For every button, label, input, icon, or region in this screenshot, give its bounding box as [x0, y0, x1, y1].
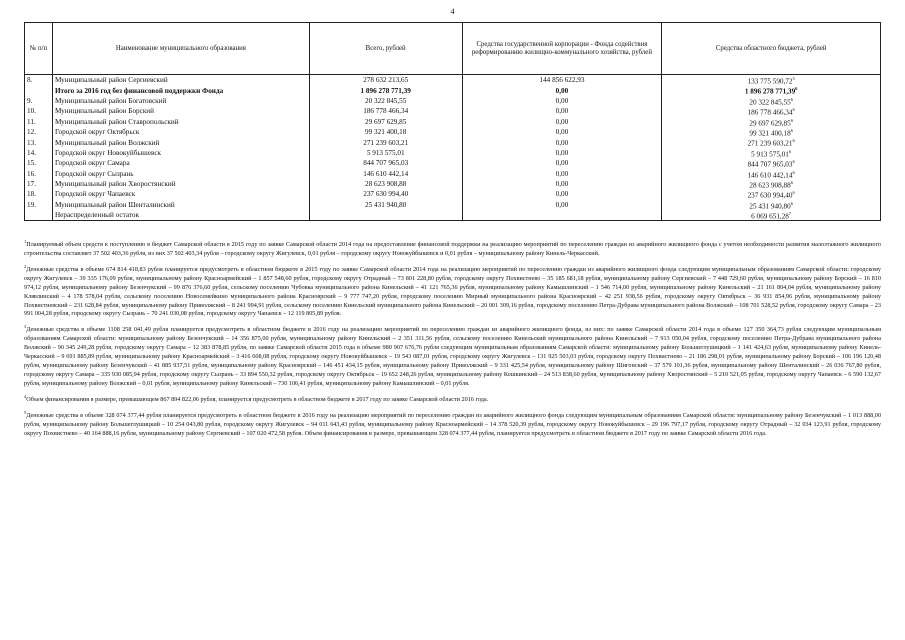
cell-num-text: 19. — [27, 200, 36, 209]
cell-fund-text: 0,00 — [555, 107, 569, 116]
cell-total-text: 99 321 400,18 — [365, 128, 407, 137]
cell-total — [309, 200, 462, 210]
cell-name-text: Муниципальный район Шенталинский — [54, 200, 175, 209]
cell-regional-text: 271 239 603,21 — [747, 139, 793, 148]
cell-name-text: Итого за 2016 год без финансовой поддержки Фонда — [54, 86, 224, 95]
cell-num-text: 15. — [27, 159, 36, 168]
cell-fund-text: 0,00 — [555, 159, 569, 168]
cell-regional-text: 146 610 442,14 — [747, 170, 793, 179]
cell-num-text: 17. — [27, 180, 36, 189]
footnote-ref: 6 — [792, 169, 795, 175]
cell-num — [25, 200, 53, 210]
cell-num-text: 16. — [27, 169, 36, 178]
cell-fund — [462, 189, 662, 199]
cell-regional-text: 28 623 908,88 — [749, 181, 791, 190]
cell-total — [309, 169, 462, 179]
cell-num-text: 18. — [27, 190, 36, 199]
footnote-ref: 6 — [792, 190, 795, 196]
footnote-text: Денежные средства в объеме 1108 258 041,49 рубля планируется предусмотреть в областном бюджете в 2016 году на реализацию мероприятий по переселению граждан из аварийного жилищного фонда, из них: по заявке Самарской области 2014 года в объеме 127 350 364,73 рубля следующим муниципальным образованиям Самарской области: муниципальному району Безенчукский – 14 356 875,00 рубля, муниципальному району Кинельский – 2 351 311,56 рубля, сельскому поселению Кинельский муниципального района Кинельский – 7 913 050,04 рубля, городскому поселению Петра-Дубрава муниципального района Волжский – 90 345 249,28 рубля, городскому округу Самара – 12 383 878,85 рубля, по заявке Самарской области 2015 года в объеме 980 907 676,76 рубля следующим муниципальным образованиям Самарской области: муниципальному району Большеглушицкий – 1 141 424,63 рубля, муниципальному району Кинель-Черкасский – 9 691 885,89 рубля, муниципальному району Красноармейский – 3 416 608,08 рубля, городскому округу Новокуйбышевск – 19 543 087,01 рубля, городскому округу Жигулевск – 131 925 503,03 рубля, городскому округу Похвистнево – 21 186 298,01 рубля, муниципальному району Борский – 106 196 120,48 рубля, муниципальному району Безенчукский – 41 885 937,51 рубля, муниципальному району Красноярский – 146 451 434,15 рубля, муниципальному району Приволжский – 9 331 425,54 рубля, муниципальному району Шигонский – 37 579 101,36 рубля, муниципальному району Шенталинский – 26 036 767,80 рубля, городскому округу Самара – 335 930 085,94 рубля, городскому округу Сызрань – 33 894 550,32 рубля, городскому округу Октябрьск – 19 652 248,26 рубля, муниципальному району Кошкинский – 24 513 838,60 рубля, муниципальному району Хворостянский – 5 210 521,05 рубля, городскому округу Чапаевск – 6 590 132,67 рубля, муниципальному району Волжский – 0,01 рубля, муниципальному району Кинельский – 730 106,41 рубля, муниципальному району Камышлинский – 0,01 рубля. — [24, 326, 881, 387]
cell-num-text: 13. — [27, 138, 36, 147]
cell-total-text: 844 707 965,03 — [363, 159, 409, 168]
cell-name-text: Муниципальный район Хворостянский — [54, 180, 176, 189]
cell-num — [25, 210, 53, 221]
cell-num — [25, 158, 53, 168]
cell-num-text: 8. — [27, 76, 33, 85]
header-name: Наименование муниципального образования — [52, 23, 309, 75]
table-row — [25, 210, 881, 221]
cell-fund — [462, 158, 662, 168]
cell-regional — [662, 96, 881, 106]
cell-name — [52, 148, 309, 158]
cell-num — [25, 85, 53, 95]
cell-total-text: 186 778 466,34 — [363, 107, 409, 116]
footnote — [24, 409, 881, 439]
footnote-ref: 6 — [790, 200, 793, 206]
footnote-mark: 1 — [24, 239, 27, 244]
table-row — [25, 189, 881, 199]
table-row — [25, 106, 881, 116]
table-row — [25, 96, 881, 106]
cell-total-text: 146 610 442,14 — [363, 169, 409, 178]
cell-regional-text: 99 321 400,18 — [749, 129, 791, 138]
cell-regional — [662, 137, 881, 147]
cell-name — [52, 137, 309, 147]
page-number: 4 — [450, 7, 455, 16]
table-row — [25, 85, 881, 95]
cell-num — [25, 127, 53, 137]
footnote — [24, 393, 881, 405]
cell-regional — [662, 200, 881, 210]
cell-regional — [662, 85, 881, 95]
cell-num — [25, 117, 53, 127]
cell-regional-text: 29 697 629,85 — [749, 118, 791, 127]
cell-name — [52, 85, 309, 95]
footnote-ref: 6 — [792, 138, 795, 144]
cell-name — [52, 75, 309, 86]
cell-fund — [462, 200, 662, 210]
footnote — [24, 323, 881, 388]
footnote-ref: 6 — [788, 148, 792, 154]
cell-regional — [662, 179, 881, 189]
cell-name-text: Городской округ Самара — [54, 159, 130, 168]
cell-total-text: 20 322 845,55 — [365, 96, 407, 105]
cell-total — [309, 75, 462, 86]
cell-total-text: 28 623 908,88 — [365, 180, 407, 189]
footnote-text: Денежные средства в объеме 674 814 418,83 рубля планируется предусмотреть в областном бюджете в 2015 году по заявке Самарской области 2014 года на реализацию мероприятий по переселению граждан из аварийного жилищного фонда следующим муниципальным образованиям Самарской области: городскому округу Жигулевск – 39 335 176,09 рубля, муниципальному району Красноармейский – 1 857 548,60 рубля, городскому округу Отрадный – 73 801 228,80 рубля, городскому округу Похвистнево – 35 185 681,18 рубля, муниципальному району Сергиевский – 7 448 729,60 рубля, муниципальному району Борский – 16 810 974,12 рубля, муниципальному району Безенчукский – 99 876 376,60 рубля, сельскому поселению Чубовка муниципального района Кинельский – 41 121 765,36 рубля, муниципальному району Камышлинский – 1 546 714,00 рубля, муниципальному району Кинельский – 21 161 804,04 рубля, муниципальному району Клявлинский – 4 178 578,04 рубля, сельскому поселению Новосемейкино муниципального района Красноярский – 9 777 747,20 рубля, городскому поселению Мирный муниципального района Красноярский – 42 251 938,56 рубля, городскому округу Октябрьск – 36 931 854,96 рубля, муниципальному району Похвистневский – 231 628,84 рубля, муниципальному району Приволжский – 8 241 994,91 рубля, сельскому поселению Кинельский муниципального района Кинельский – 20 001 309,16 рубля, городскому поселению Петра-Дубрава муниципального района Волжский – 108 701 528,52 рубля, городскому округу Самара – 23 991 004,28 рубля, городскому округу Сызрань – 70 241 030,08 рубля, городскому округу Чапаевск – 12 119 805,89 рубля. — [24, 265, 881, 318]
cell-fund-text: 0,00 — [555, 169, 569, 178]
cell-fund — [462, 96, 662, 106]
footnote-text: Денежные средства в объеме 328 074 377,44 рубля планируется предусмотреть в областном бюджете в 2016 году на реализацию мероприятий по переселению граждан из аварийного жилищного фонда следующим муниципальным образованиям Самарской области: муниципальному району Безенчукский – 1 013 888,00 рубля, муниципальному району Большеглушицкий – 10 254 043,80 рубля, городскому округу Жигулевск – 94 011 643,43 рубля, муниципальному району Красноармейский – 14 378 520,39 рубля, городскому округу Новокуйбышевск – 29 196 797,17 рубля, городскому округу Отрадный – 32 034 123,91 рубля, городскому округу Похвистнево – 40 164 888,16 рубля, муниципальному району Сергиевский – 107 020 472,58 рубля. Объем финансирования в размере, превышающем 328 074 377,44 рубля, планируется предусмотреть в областном бюджете в 2017 году по заявке Самарской области 2016 года. — [24, 411, 881, 437]
cell-regional — [662, 127, 881, 137]
cell-regional — [662, 169, 881, 179]
cell-name — [52, 189, 309, 199]
cell-fund — [462, 179, 662, 189]
footnote-ref: 7 — [788, 211, 792, 217]
header-total: Всего, рублей — [309, 23, 462, 75]
cell-fund — [462, 210, 662, 221]
table-row — [25, 117, 881, 127]
cell-total — [309, 148, 462, 158]
cell-total-text: 29 697 629,85 — [365, 117, 407, 126]
cell-total — [309, 210, 462, 221]
table-row — [25, 75, 881, 86]
table-header-row — [25, 23, 881, 75]
cell-regional — [662, 210, 881, 221]
cell-regional — [662, 106, 881, 116]
cell-total — [309, 137, 462, 147]
cell-regional — [662, 117, 881, 127]
table-row — [25, 158, 881, 168]
footnote-ref: 6 — [790, 179, 793, 185]
footnote — [24, 263, 881, 320]
cell-fund — [462, 127, 662, 137]
cell-name-text: Муниципальный район Волжский — [54, 138, 160, 147]
footnote-mark: 5 — [24, 409, 27, 415]
cell-regional-text: 25 431 940,80 — [749, 202, 791, 211]
cell-total-text: 271 239 603,21 — [363, 138, 409, 147]
cell-name — [52, 158, 309, 168]
cell-total — [309, 117, 462, 127]
cell-fund — [462, 117, 662, 127]
footnote-text: Объем финансирования в размере, превышающем 867 894 822,06 рубля, планируется предусмотреть в областном бюджете в 2017 году по заявке Самарской области 2016 года. — [26, 395, 489, 403]
cell-num — [25, 75, 53, 86]
table-body — [25, 75, 881, 221]
cell-name-text: Городской округ Сызрань — [54, 169, 134, 178]
cell-name-text: Городской округ Новокуйбышевск — [54, 148, 161, 157]
footnote-ref: 6 — [795, 86, 798, 92]
cell-num — [25, 106, 53, 116]
cell-fund — [462, 148, 662, 158]
cell-regional — [662, 148, 881, 158]
cell-fund-text: 0,00 — [555, 190, 569, 199]
cell-name-text: Муниципальный район Борский — [54, 107, 155, 116]
cell-total — [309, 85, 462, 95]
cell-fund — [462, 106, 662, 116]
cell-total — [309, 179, 462, 189]
cell-regional — [662, 75, 881, 86]
footnotes — [24, 238, 881, 443]
cell-name-text: Муниципальный район Богатовский — [54, 96, 167, 105]
footnote-mark: 4 — [24, 393, 27, 399]
table-row — [25, 127, 881, 137]
cell-fund — [462, 85, 662, 95]
cell-num — [25, 169, 53, 179]
footnote-mark: 3 — [24, 324, 27, 330]
footnote-ref: 6 — [790, 96, 793, 102]
cell-total-text: 278 632 213,65 — [363, 76, 409, 85]
cell-name-text: Нераспределенный остаток — [54, 211, 139, 220]
cell-regional-text: 844 707 965,03 — [747, 160, 793, 169]
cell-total — [309, 189, 462, 199]
cell-name — [52, 179, 309, 189]
cell-num — [25, 96, 53, 106]
cell-num-text: 11. — [27, 117, 36, 126]
cell-num-text: 12. — [27, 128, 36, 137]
footnote-text: Планируемый объем средств к поступлению в бюджет Самарской области в 2015 году по заявке Самарской области 2014 года на предоставление финансовой поддержки на реализацию мероприятий по переселению граждан из аварийного жилищного фонда с учетом необходимости развития малоэтажного жилищного строительства составляет 37 502 403,36 рубля, из них 37 502 403,34 рубля – городскому округу Жигулевск, 0,01 рубля – городскому округу Новокуйбышевск и 0,01 рубля – муниципальному району Кинель-Черкасский. — [24, 241, 881, 257]
cell-total — [309, 158, 462, 168]
cell-name — [52, 210, 309, 221]
cell-total — [309, 127, 462, 137]
cell-num-text: 14. — [27, 148, 36, 157]
cell-name — [52, 127, 309, 137]
cell-fund-text: 0,00 — [555, 148, 569, 157]
cell-num-text: 10. — [27, 107, 36, 116]
cell-num-text: 9. — [27, 96, 33, 105]
cell-name-text: Городской округ Чапаевск — [54, 190, 136, 199]
cell-name-text: Городской округ Октябрьск — [54, 128, 140, 137]
cell-total-text: 237 630 994,40 — [363, 190, 409, 199]
cell-name — [52, 117, 309, 127]
table-row — [25, 179, 881, 189]
cell-name — [52, 106, 309, 116]
cell-fund-text: 0,00 — [555, 180, 569, 189]
footnote-ref: 6 — [792, 159, 795, 165]
cell-fund-text: 0,00 — [555, 96, 569, 105]
cell-total-text: 1 896 278 771,39 — [360, 86, 411, 95]
cell-name — [52, 96, 309, 106]
cell-name — [52, 200, 309, 210]
footnote — [24, 238, 881, 259]
cell-name-text: Муниципальный район Сергиевский — [54, 76, 168, 85]
footnote-mark: 2 — [24, 263, 27, 269]
cell-regional-text: 237 630 994,40 — [747, 191, 793, 200]
cell-fund-text: 0,00 — [555, 200, 569, 209]
header-num: № п/п — [25, 23, 53, 75]
cell-regional-text: 186 778 466,34 — [747, 108, 793, 117]
cell-fund-text: 0,00 — [555, 128, 569, 137]
cell-total-text: 5 913 575,01 — [366, 148, 405, 157]
cell-name-text: Муниципальный район Ставропольский — [54, 117, 179, 126]
table-row — [25, 169, 881, 179]
header-fund: Средства государственной корпорации - Фонда содействия реформированию жилищно-коммунального хозяйства, рублей — [462, 23, 662, 75]
cell-total — [309, 96, 462, 106]
cell-regional — [662, 158, 881, 168]
cell-num — [25, 137, 53, 147]
cell-regional-text: 6 069 651,28 — [751, 212, 789, 221]
cell-fund-text: 144 856 622,93 — [539, 76, 585, 85]
cell-name — [52, 169, 309, 179]
table-row — [25, 137, 881, 147]
footnote-ref: 6 — [790, 127, 793, 133]
cell-num — [25, 148, 53, 158]
cell-fund — [462, 169, 662, 179]
cell-regional-text: 133 775 590,72 — [747, 77, 793, 86]
cell-num — [25, 189, 53, 199]
header-regional: Средства областного бюджета, рублей — [662, 23, 881, 75]
table-row — [25, 200, 881, 210]
footnote-ref: 6 — [792, 107, 795, 113]
cell-fund — [462, 137, 662, 147]
cell-fund-text: 0,00 — [555, 86, 569, 95]
cell-regional-text: 1 896 278 771,39 — [744, 87, 796, 96]
cell-regional — [662, 189, 881, 199]
table-row — [25, 148, 881, 158]
cell-total — [309, 106, 462, 116]
cell-num — [25, 179, 53, 189]
footnote-ref: 5 — [792, 76, 795, 81]
cell-fund — [462, 75, 662, 86]
cell-fund-text: 0,00 — [555, 117, 569, 126]
cell-total-text: 25 431 940,80 — [365, 200, 407, 209]
financing-table — [24, 22, 881, 221]
cell-regional-text: 5 913 575,01 — [751, 150, 789, 159]
cell-fund-text: 0,00 — [555, 138, 569, 147]
footnote-ref: 6 — [790, 117, 793, 123]
cell-regional-text: 20 322 845,55 — [749, 98, 791, 107]
